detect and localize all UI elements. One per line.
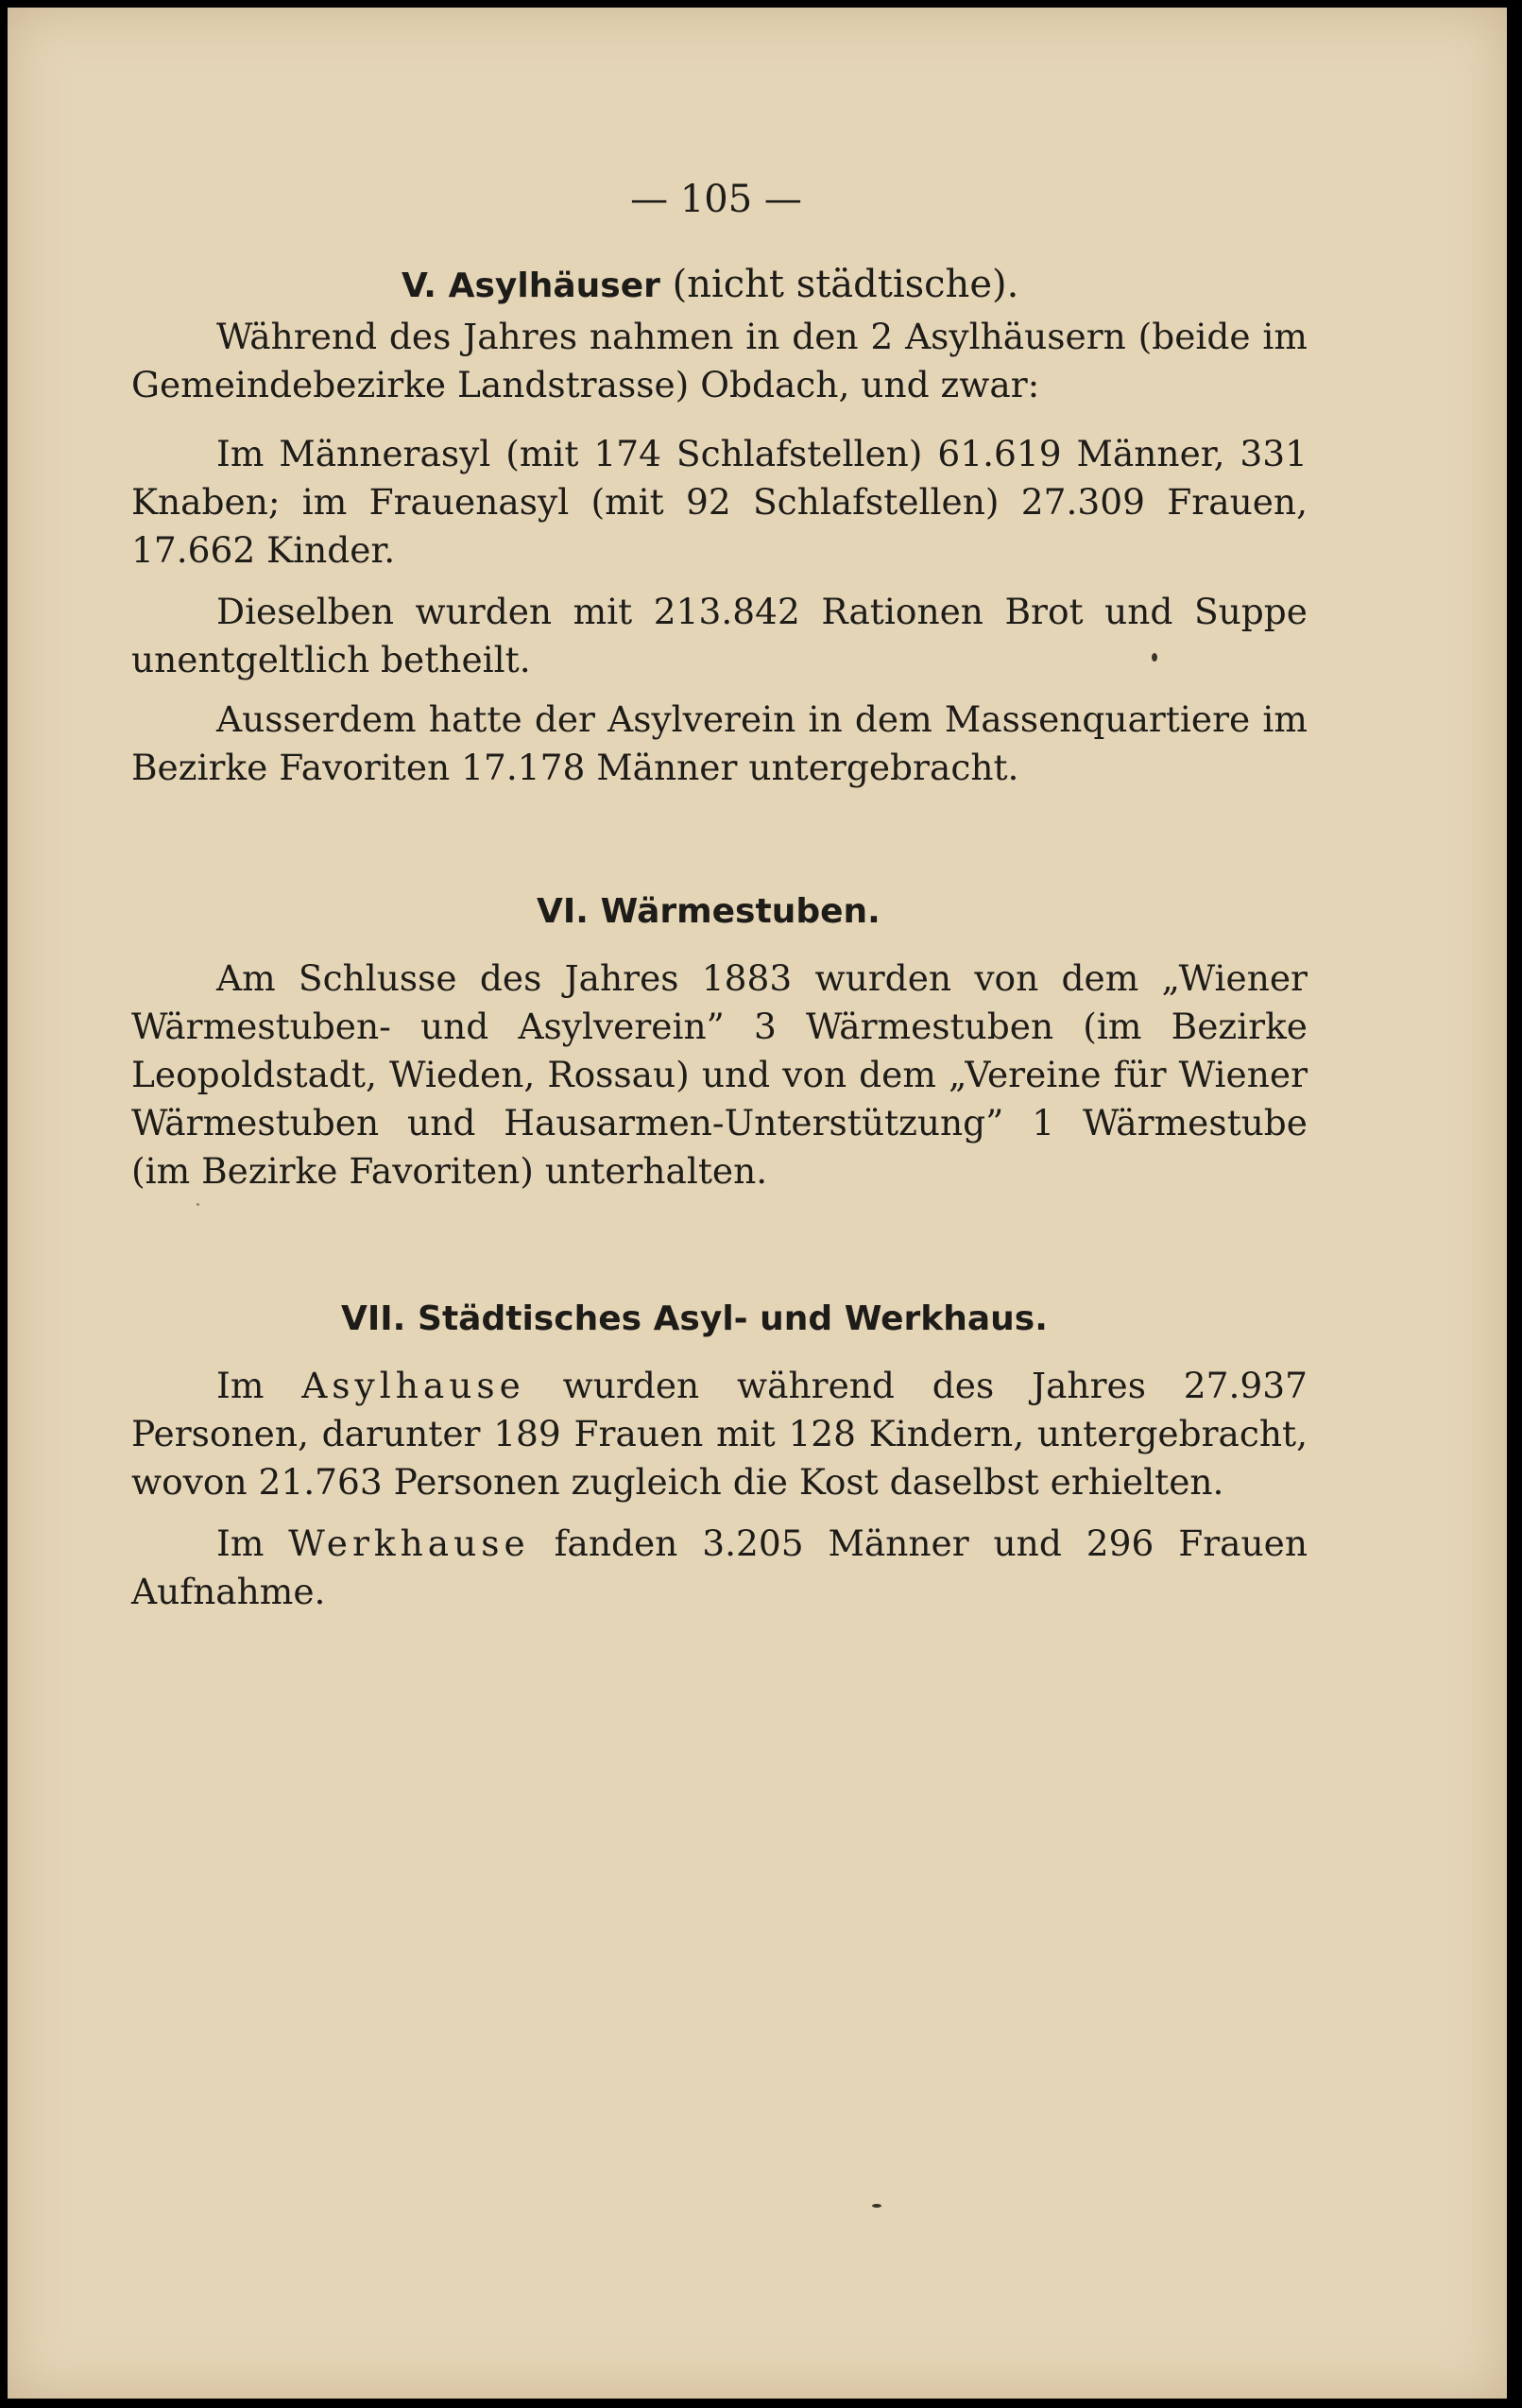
document-page — [8, 8, 1507, 2399]
heading-subtitle: (nicht städtische). — [659, 263, 1019, 306]
heading-title: Städtisches Asyl- und Werkhaus. — [418, 1299, 1048, 1338]
paragraph: Dieselben wurden mit 213.842 Rationen Brot und Suppe unentgeltlich betheilt. — [131, 591, 1308, 680]
section-v-heading — [402, 263, 1018, 306]
paragraph: Am Schlusse des Jahres 1883 wurden von dem „Wiener Wärmestuben- und Asylverein” 3 Wärmestuben (im Bezirke Leopoldstadt, Wieden, Rossau) und von dem „Vereine für Wiener Wärmestuben und Hausarmen-Unterstützung” 1 Wärmestube (im Bezirke Favoriten) unterhalten. — [131, 957, 1308, 1192]
paper-speck — [197, 1203, 199, 1206]
paragraph: Im Werkhause fanden 3.205 Männer und 296 Frauen Aufnahme. — [131, 1522, 1308, 1612]
paper-speck — [872, 2204, 881, 2208]
page-number: — 105 — — [630, 178, 802, 221]
heading-title: Asylhäuser — [448, 267, 660, 305]
paragraph: Im Männerasyl (mit 174 Schlafstellen) 61.619 Männer, 331 Knaben; im Frauenasyl (mit 92 Schlafstellen) 27.309 Frauen, 17.662 Kinder. — [131, 433, 1308, 571]
paper-speck — [1152, 653, 1157, 662]
paragraph: Ausserdem hatte der Asylverein in dem Massenquartiere im Bezirke Favoriten 17.178 Männer untergebracht. — [131, 698, 1308, 788]
paragraph: Während des Jahres nahmen in den 2 Asylhäusern (beide im Gemeindebezirke Landstrasse) Obdach, und zwar: — [131, 316, 1308, 405]
heading-number: VII. — [341, 1299, 406, 1338]
emphasis-asylhause: Asylhause — [301, 1365, 525, 1406]
section-vii-heading — [341, 1296, 1048, 1339]
heading-number: V. — [402, 267, 436, 305]
paragraph: Im Asylhause wurden während des Jahres 27.937 Personen, darunter 189 Frauen mit 128 Kindern, untergebracht, wovon 21.763 Personen zugleich die Kost daselbst erhielten. — [131, 1365, 1308, 1503]
heading-number: VI. — [537, 892, 589, 931]
heading-title: Wärmestuben. — [600, 892, 881, 931]
section-vi-heading — [537, 888, 881, 932]
emphasis-werkhause: Werkhause — [288, 1522, 530, 1564]
